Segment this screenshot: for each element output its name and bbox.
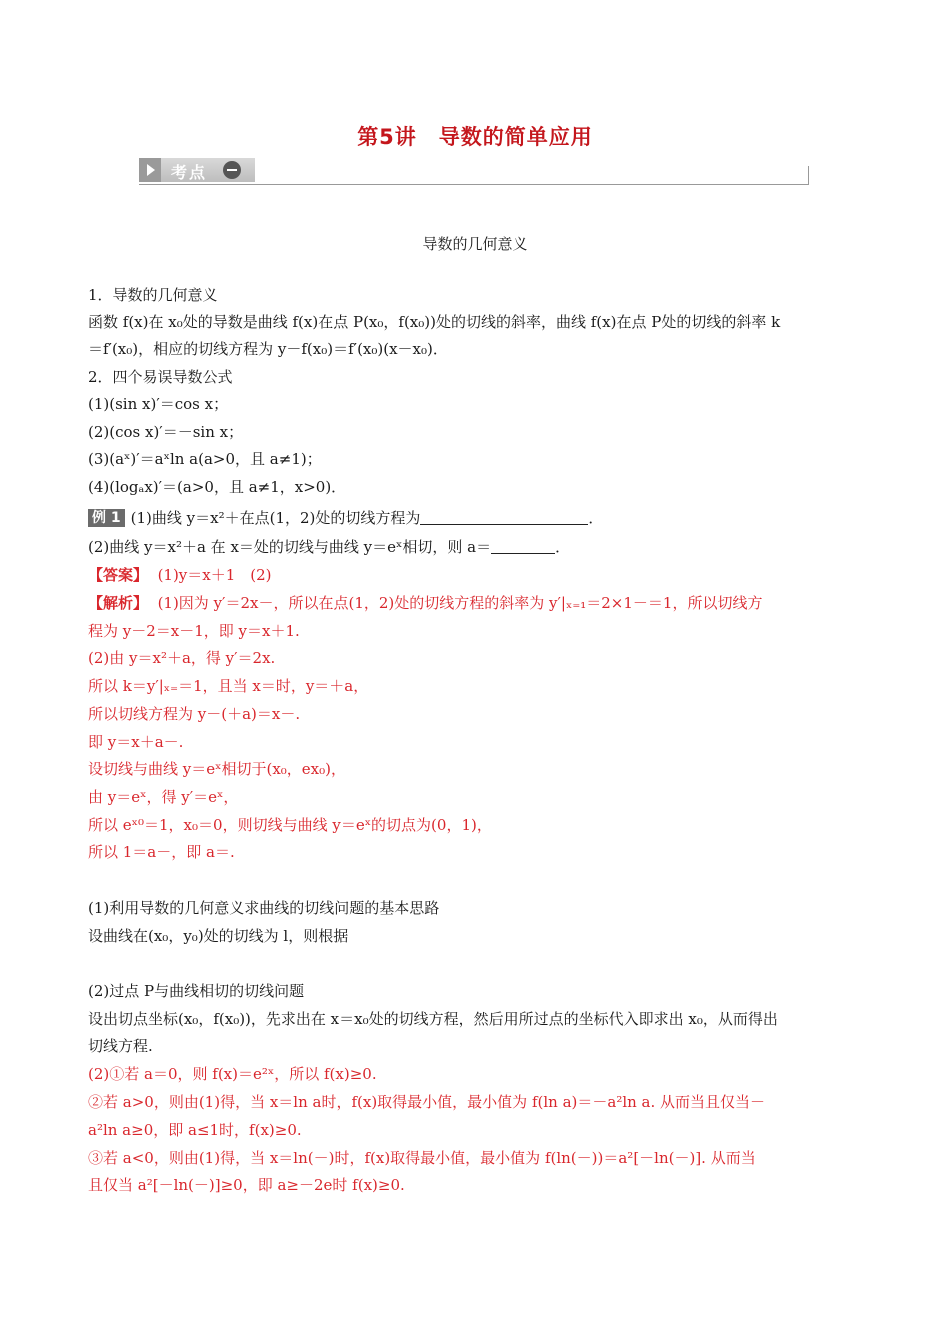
play-arrow-icon: [139, 158, 161, 182]
theory-line: 1．导数的几何意义: [88, 286, 218, 304]
page-title: 第5讲 导数的简单应用: [357, 125, 593, 149]
solution-line: ②若 a>0，则由(1)得，当 x＝ln a时，f(x)取得最小值，最小值为 f(ln a)＝－a²ln a. 从而当且仅当－: [88, 1093, 766, 1111]
solution-line: 且仅当 a²[－ln(－)]≥0，即 a≥－2e时 f(x)≥0.: [88, 1176, 405, 1194]
example-q1-end: ．: [588, 509, 604, 527]
note-line: (1)利用导数的几何意义求曲线的切线问题的基本思路: [88, 899, 440, 917]
analysis-line: (2)由 y＝x²＋a，得 y′＝2x.: [88, 649, 276, 667]
minus-circle-icon: [223, 161, 241, 179]
analysis-line: 设切线与曲线 y＝eˣ相切于(x₀，ex₀)，: [88, 760, 347, 778]
example-q1-text: (1)曲线 y＝x²＋在点(1，2)处的切线方程为: [130, 509, 421, 527]
formula-line: (3)(aˣ)′＝aˣln a(a>0，且 a≠1)；: [88, 450, 322, 468]
theory-line: 2．四个易误导数公式: [88, 368, 233, 386]
kaodian-label: 考点: [171, 163, 208, 182]
section-title: 导数的几何意义: [422, 235, 528, 253]
analysis-line: 所以 eˣ⁰＝1，x₀＝0，则切线与曲线 y＝eˣ的切点为(0，1)，: [88, 816, 492, 834]
answer-tag: 【答案】: [88, 566, 149, 584]
solution-line: a²ln a≥0，即 a≤1时，f(x)≥0.: [88, 1121, 302, 1139]
solution-line: (2)①若 a＝0，则 f(x)＝e²ˣ，所以 f(x)≥0.: [88, 1065, 377, 1083]
example-question-2: [88, 537, 570, 557]
note-line: 设曲线在(x₀，y₀)处的切线为 l，则根据: [88, 927, 349, 945]
analysis-line: 所以 1＝a－，即 a＝.: [88, 843, 235, 861]
example-question-1: [88, 508, 603, 528]
formula-line: (4)(logₐx)′＝(a>0，且 a≠1，x>0)．: [88, 478, 347, 496]
note-line: 设出切点坐标(x₀，f(x₀))，先求出在 x＝x₀处的切线方程，然后用所过点的坐标代入即求出 x₀，从而得出: [88, 1010, 778, 1028]
answer-text: (1)y＝x＋1 (2): [157, 566, 272, 584]
kaodian-header-bar: [139, 156, 809, 185]
example-q2-text: (2)曲线 y＝x²＋a 在 x＝处的切线与曲线 y＝eˣ相切，则 a＝: [88, 538, 492, 556]
analysis-line: 即 y＝x＋a－.: [88, 733, 184, 751]
answer-blank: [491, 539, 555, 554]
analysis-line: [88, 593, 762, 613]
answer-blank: [420, 510, 588, 525]
theory-line: 函数 f(x)在 x₀处的导数是曲线 f(x)在点 P(x₀，f(x₀))处的切线的斜率，曲线 f(x)在点 P处的切线的斜率 k: [88, 313, 781, 331]
solution-line: ③若 a<0，则由(1)得，当 x＝ln(－)时，f(x)取得最小值，最小值为 f(ln(－))＝a²[－ln(－)]. 从而当: [88, 1149, 756, 1167]
analysis-tag: 【解析】: [88, 594, 149, 612]
example-badge: 例 1: [88, 509, 125, 527]
answer-line: [88, 565, 272, 585]
example-q2-end: ．: [555, 538, 571, 556]
formula-line: (2)(cos x)′＝－sin x；: [88, 423, 244, 441]
note-line: (2)过点 P与曲线相切的切线问题: [88, 982, 305, 1000]
analysis-line: 所以 k＝y′|ₓ₌＝1，且当 x＝时，y＝＋a，: [88, 677, 369, 695]
kaodian-badge: [139, 158, 255, 182]
analysis-line: 由 y＝eˣ，得 y′＝eˣ，: [88, 788, 239, 806]
formula-line: (1)(sin x)′＝cos x；: [88, 395, 229, 413]
analysis-line: 所以切线方程为 y－(＋a)＝x－.: [88, 705, 301, 723]
analysis-line: 程为 y－2＝x－1，即 y＝x＋1.: [88, 622, 300, 640]
note-line: 切线方程.: [88, 1037, 153, 1055]
analysis-text: (1)因为 y′＝2x－，所以在点(1，2)处的切线方程的斜率为 y′|ₓ₌₁＝2×1－＝1，所以切线方: [157, 594, 763, 612]
theory-line: ＝f′(x₀)，相应的切线方程为 y－f(x₀)＝f′(x₀)(x－x₀)．: [88, 340, 448, 358]
bar-end-divider: [808, 166, 809, 184]
